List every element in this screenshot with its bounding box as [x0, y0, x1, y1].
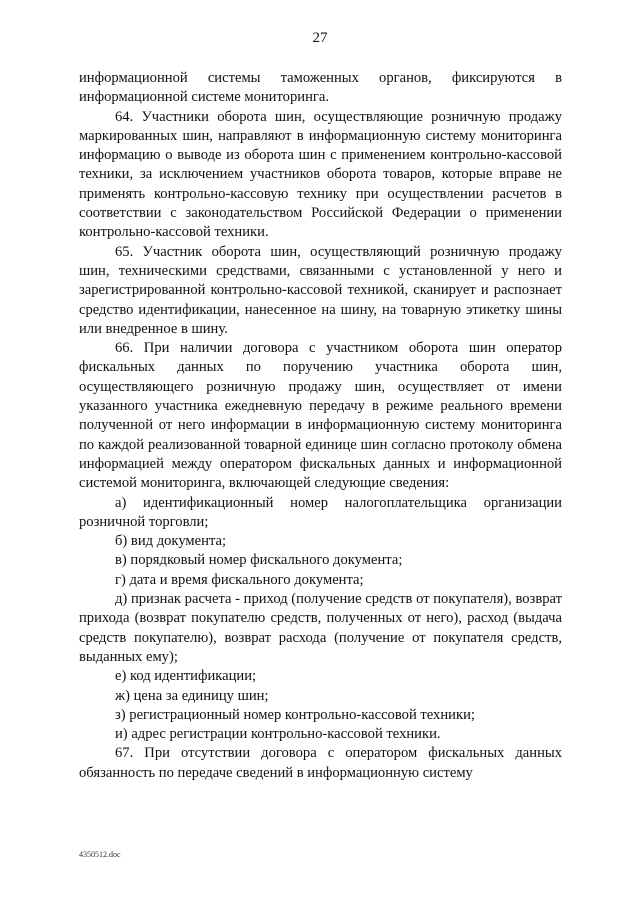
page-number: 27 [312, 30, 328, 46]
paragraph-66: 66. При наличии договора с участником оборота шин оператор фискальных данных по поручению участника оборота шин, осуществляющего розничную продажу шин, осуществляет от имени указанного участника ежедневную передачу в режиме реального времени полученной от него информации в информационную систему мониторинга по каждой реализованной товарной единице шин согласно протоколу обмена информацией между оператором фискальных данных и информационной системой мониторинга, включающей следующие сведения: [79, 340, 562, 492]
list-item-i: и) адрес регистрации контрольно-кассовой техники. [115, 726, 441, 743]
list-item-zh: ж) цена за единицу шин; [115, 687, 269, 704]
list-item-v: в) порядковый номер фискального документа; [115, 552, 403, 569]
list-item-a: а) идентификационный номер налогоплательщика организации розничной торговли; [79, 494, 562, 530]
paragraph-67: 67. При отсутствии договора с оператором фискальных данных обязанность по передаче сведений в информационную систему [79, 745, 562, 781]
footer-filename: 4350512.doc [79, 850, 121, 859]
list-item-g: г) дата и время фискального документа; [115, 571, 364, 588]
document-body [79, 69, 562, 783]
list-item-d: д) признак расчета - приход (получение средств от покупателя), возврат прихода (возврат покупателю средств, полученных от него), расход (выдача средств покупателю), возврат расхода (получение от покупателя средств, выданных ему); [79, 591, 562, 665]
list-item-e: е) код идентификации; [115, 668, 257, 685]
list-item-z: з) регистрационный номер контрольно-кассовой техники; [115, 706, 475, 723]
paragraph-64: 64. Участники оборота шин, осуществляющие розничную продажу маркированных шин, направляют в информационную систему мониторинга информацию о выводе из оборота шин с применением контрольно-кассовой техники, за исключением участников оборота товаров, которые вправе не применять контрольно-кассовую технику при осуществлении расчетов в соответствии с законодательством Российской Федерации о применении контрольно-кассовой техники. [79, 108, 562, 241]
paragraph-continuation: информационной системы таможенных органов, фиксируются в информационной системе мониторинга. [79, 70, 562, 106]
paragraph-65: 65. Участник оборота шин, осуществляющий розничную продажу шин, техническими средствами, связанными с установленной у него и зарегистрированной контрольно-кассовой техникой, сканирует и распознает средство идентификации, нанесенное на шину, на товарную этикетку шины или внедренное в шину. [79, 243, 562, 337]
list-item-b: б) вид документа; [115, 533, 227, 550]
